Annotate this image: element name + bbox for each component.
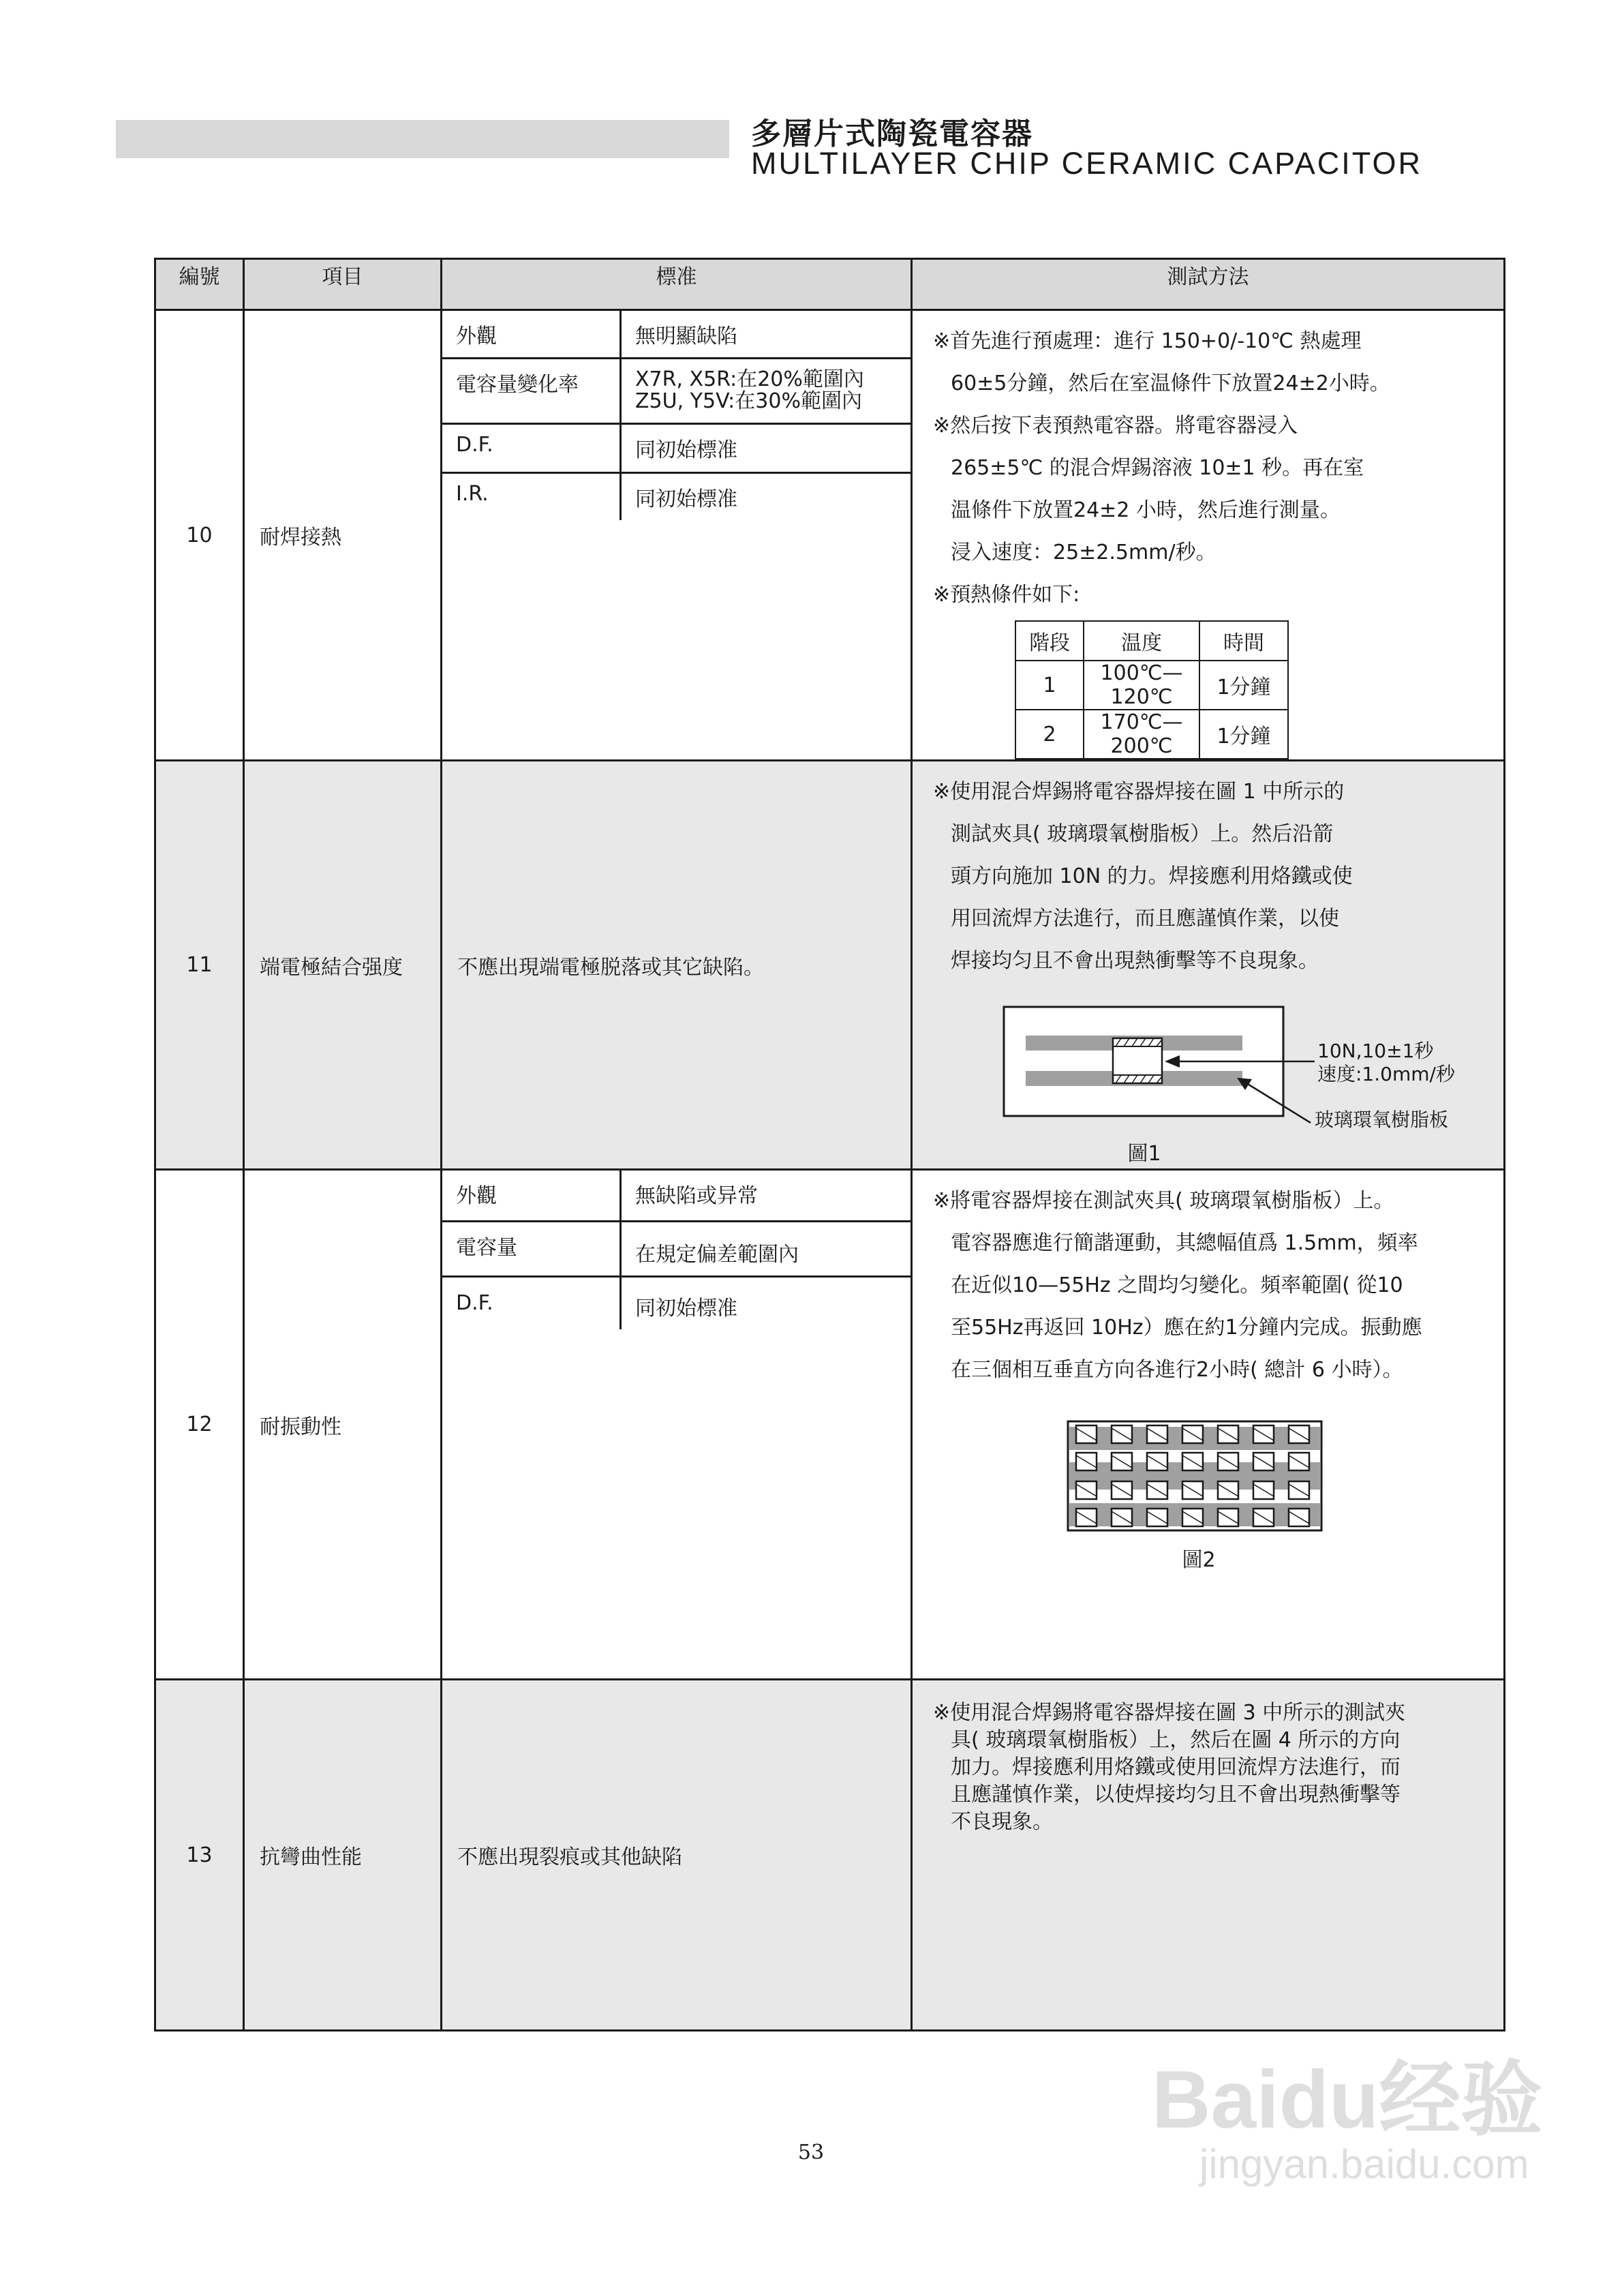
criteria-key: 電容量 bbox=[442, 1221, 621, 1276]
criteria-value-line: Z5U, Y5V:在30%範圍內 bbox=[635, 389, 862, 413]
row-item: 耐焊接熱 bbox=[244, 310, 442, 761]
figure-2-diagram bbox=[913, 1416, 1499, 1539]
test-spec-table bbox=[154, 258, 1505, 2031]
method-line: 用回流焊方法進行，而且應謹慎作業，以使 bbox=[951, 907, 1339, 931]
criteria-table bbox=[442, 1170, 911, 1329]
figure-1-labels bbox=[1317, 1040, 1455, 1086]
criteria-key: I.R. bbox=[442, 473, 621, 521]
force-label: 10N,10±1秒 bbox=[1317, 1040, 1434, 1062]
watermark-url: jingyan.baidu.com bbox=[1199, 2141, 1529, 2187]
watermark-brand: Baidu经验 bbox=[1152, 2054, 1543, 2145]
method-line: 具( 玻璃環氧樹脂板）上，然后在圖 4 所示的方向 bbox=[951, 1728, 1401, 1752]
method-line: ※然后按下表預熱電容器。將電容器浸入 bbox=[933, 414, 1298, 438]
figure-1 bbox=[913, 1001, 1503, 1166]
method-line: 在三個相互垂直方向各進行2小時( 總計 6 小時）。 bbox=[951, 1358, 1403, 1382]
table-header-row bbox=[155, 259, 1505, 310]
title-chinese: 多層片式陶瓷電容器 bbox=[751, 117, 1033, 151]
header-bar bbox=[116, 120, 729, 158]
method-text bbox=[913, 1680, 1503, 1836]
method-text bbox=[913, 311, 1503, 616]
title-english: MULTILAYER CHIP CERAMIC CAPACITOR bbox=[751, 146, 1422, 181]
col-header-number: 編號 bbox=[155, 259, 244, 310]
method-cell bbox=[912, 310, 1505, 761]
criteria-key: 外觀 bbox=[442, 1170, 621, 1221]
row-number: 12 bbox=[155, 1170, 244, 1680]
preheat-cell: 170℃—200℃ bbox=[1084, 710, 1199, 759]
criteria-value: 同初始標准 bbox=[635, 487, 737, 511]
method-text bbox=[913, 1170, 1503, 1391]
criteria-value bbox=[621, 359, 911, 424]
criteria-key: D.F. bbox=[442, 1276, 621, 1329]
criteria-value: 無缺陷或异常 bbox=[621, 1170, 911, 1221]
method-line: 至55Hz再返回 10Hz）應在約1分鐘内完成。振動應 bbox=[951, 1316, 1422, 1340]
preheat-header: 時間 bbox=[1199, 621, 1288, 661]
figure-2-caption: 圖2 bbox=[1182, 1548, 1216, 1572]
method-line: ※預熱條件如下: bbox=[933, 583, 1080, 607]
preheat-cell: 1分鐘 bbox=[1199, 661, 1288, 710]
preheat-cell: 1分鐘 bbox=[1199, 710, 1288, 759]
preheat-cell: 1 bbox=[1015, 661, 1084, 710]
table-row bbox=[155, 1170, 1505, 1680]
method-line: 測試夾具( 玻璃環氧樹脂板）上。然后沿箭 bbox=[951, 822, 1334, 846]
method-line: 在近似10—55Hz 之間均匀變化。頻率範圍( 從10 bbox=[951, 1273, 1403, 1297]
method-line: ※使用混合焊錫將電容器焊接在圖 3 中所示的測試夾 bbox=[933, 1701, 1406, 1725]
col-header-standard: 標准 bbox=[442, 259, 912, 310]
criteria-cell bbox=[442, 310, 912, 761]
criteria-text: 不應出現裂痕或其他缺陷 bbox=[442, 1680, 912, 2031]
row-number: 11 bbox=[155, 761, 244, 1170]
col-header-method: 測試方法 bbox=[912, 259, 1505, 310]
row-item: 端電極結合强度 bbox=[244, 761, 442, 1170]
criteria-key: D.F. bbox=[442, 424, 621, 473]
method-line: 且應謹慎作業，以使焊接均匀且不會出現熱衝擊等 bbox=[951, 1783, 1401, 1807]
method-line: ※將電容器焊接在測試夾具( 玻璃環氧樹脂板）上。 bbox=[933, 1189, 1394, 1213]
method-line: 頭方向施加 10N 的力。焊接應利用烙鐵或使 bbox=[951, 864, 1353, 888]
table-row bbox=[155, 310, 1505, 761]
col-header-item: 項目 bbox=[244, 259, 442, 310]
method-cell bbox=[912, 1680, 1505, 2031]
speed-label: 速度:1.0mm/秒 bbox=[1317, 1063, 1455, 1085]
row-number: 10 bbox=[155, 310, 244, 761]
preheat-header: 温度 bbox=[1084, 621, 1199, 661]
page-number: 53 bbox=[797, 2141, 825, 2164]
criteria-key: 電容量變化率 bbox=[442, 359, 621, 424]
method-line: 温條件下放置24±2 小時，然后進行測量。 bbox=[951, 498, 1341, 522]
method-line: 電容器應進行簡諧運動，其總幅值爲 1.5mm，頻率 bbox=[951, 1231, 1418, 1255]
watermark bbox=[1152, 2054, 1543, 2188]
criteria-value: 在規定偏差範圍內 bbox=[621, 1221, 911, 1276]
criteria-value: 同初始標准 bbox=[621, 424, 911, 473]
method-cell bbox=[912, 761, 1505, 1170]
preheat-header: 階段 bbox=[1015, 621, 1084, 661]
figure-1-caption: 圖1 bbox=[1127, 1142, 1161, 1166]
criteria-table bbox=[442, 311, 911, 520]
table-row bbox=[155, 761, 1505, 1170]
table-row bbox=[155, 1680, 1505, 2031]
method-line: 焊接均匀且不會出現熱衝擊等不良現象。 bbox=[951, 949, 1319, 973]
criteria-value: 同初始標准 bbox=[635, 1296, 737, 1320]
criteria-text: 不應出現端電極脱落或其它缺陷。 bbox=[442, 761, 912, 1170]
figure-2 bbox=[913, 1416, 1503, 1573]
criteria-key: 外觀 bbox=[442, 311, 621, 359]
method-line: ※首先進行預處理：進行 150+0/-10℃ 熱處理 bbox=[933, 329, 1362, 353]
row-item: 耐振動性 bbox=[244, 1170, 442, 1680]
board-label: 玻璃環氧樹脂板 bbox=[1315, 1108, 1449, 1131]
criteria-value-line: X7R, X5R:在20%範圍內 bbox=[635, 367, 864, 391]
method-line: ※使用混合焊錫將電容器焊接在圖 1 中所示的 bbox=[933, 780, 1345, 804]
preheat-table bbox=[1015, 620, 1289, 759]
row-item: 抗彎曲性能 bbox=[244, 1680, 442, 2031]
method-line: 265±5℃ 的混合焊錫溶液 10±1 秒。再在室 bbox=[951, 456, 1364, 480]
method-line: 加力。焊接應利用烙鐵或使用回流焊方法進行，而 bbox=[951, 1755, 1401, 1779]
criteria-value: 無明顯缺陷 bbox=[621, 311, 911, 359]
criteria-cell bbox=[442, 1170, 912, 1680]
row-number: 13 bbox=[155, 1680, 244, 2031]
preheat-cell: 100℃—120℃ bbox=[1084, 661, 1199, 710]
method-line: 浸入速度：25±2.5mm/秒。 bbox=[951, 541, 1216, 564]
method-line: 不良現象。 bbox=[951, 1810, 1053, 1834]
method-text bbox=[913, 761, 1503, 982]
method-line: 60±5分鐘，然后在室温條件下放置24±2小時。 bbox=[951, 372, 1390, 395]
method-cell bbox=[912, 1170, 1505, 1680]
preheat-cell: 2 bbox=[1015, 710, 1084, 759]
